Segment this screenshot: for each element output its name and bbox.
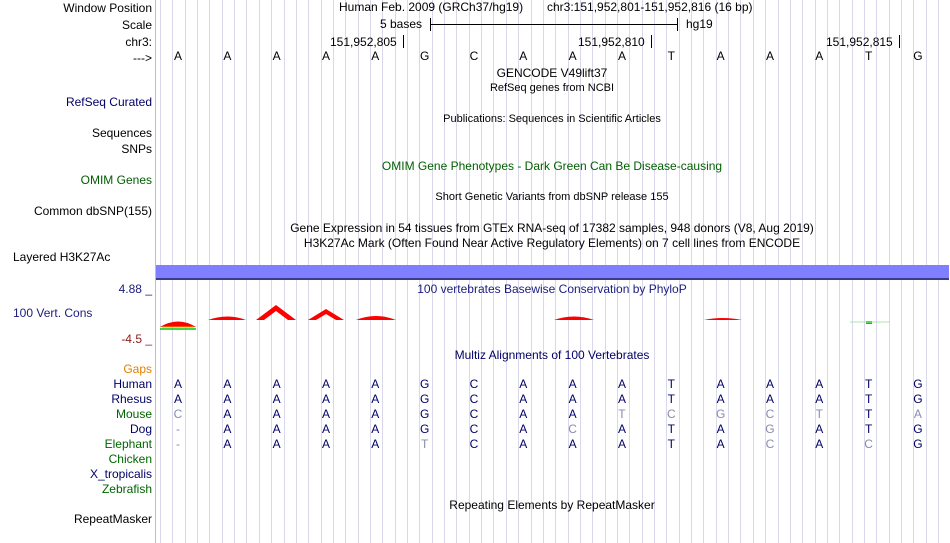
alignment-base: A [371,437,380,451]
alignment-base: A [272,377,281,391]
repeatmasker-track-title[interactable]: Repeating Elements by RepeatMasker [449,498,655,512]
alignment-base: A [519,437,528,451]
alignment-base: A [716,392,725,406]
alignment-base: T [864,392,873,406]
alignment-base: A [617,422,626,436]
alignment-base: C [469,407,479,421]
alignment-base: A [371,392,380,406]
strand-label[interactable]: ---> [133,51,152,65]
gencode-track-title[interactable]: GENCODE V49lift37 [496,66,608,80]
alignment-base: C [568,422,577,436]
alignment-base: T [667,377,675,391]
phylop-peak [256,305,296,320]
alignment-base: C [765,407,775,421]
base-letter: A [716,49,725,63]
alignment-base: A [321,392,330,406]
alignment-base: A [815,392,824,406]
alignment-base: A [321,407,330,421]
refseq-track-subtitle[interactable]: RefSeq genes from NCBI [489,82,615,94]
phylop-min-label: -4.5 _ [121,332,152,346]
db-label: hg19 [686,17,713,31]
base-letter: T [864,49,873,63]
alignment-base: A [716,437,725,451]
alignment-base: A [223,422,232,436]
alignment-base: C [469,422,479,436]
base-letter: A [765,49,774,63]
alignment-base: A [321,422,330,436]
alignment-base: A [765,377,774,391]
species-label[interactable]: Chicken [108,452,152,466]
phylop-peak [160,322,196,328]
alignment-base: G [913,422,923,436]
common-dbsnp-label[interactable]: Common dbSNP(155) [33,204,152,218]
alignment-base: A [321,437,330,451]
alignment-base: A [815,437,824,451]
alignment-base: A [371,407,380,421]
base-letter: A [173,49,182,63]
alignment-base: A [519,392,528,406]
base-letter: A [519,49,528,63]
ruler-tick-label: 151,952,810 [578,35,645,49]
phylop-peak [356,316,396,320]
alignment-base: T [667,437,675,451]
alignment-base: A [272,437,281,451]
alignment-base: A [371,377,380,391]
alignment-base: G [715,407,726,421]
alignment-base: A [371,422,380,436]
species-label[interactable]: Human [113,377,152,391]
snps-label[interactable]: SNPs [121,142,152,156]
multiz-track-title[interactable]: Multiz Alignments of 100 Vertebrates [454,348,650,362]
alignment-base: A [519,377,528,391]
alignment-base: T [420,437,429,451]
alignment-base: A [765,392,774,406]
alignment-base: A [815,377,824,391]
base-letter: A [371,49,380,63]
phylop-peak [308,309,344,320]
alignment-base: A [568,392,577,406]
alignment-base: T [864,422,873,436]
base-letter: A [568,49,577,63]
scale-text: 5 bases [380,17,423,31]
alignment-base: A [568,437,577,451]
base-letter: G [913,49,923,63]
base-letter: T [667,49,675,63]
publications-track-title[interactable]: Publications: Sequences in Scientific Articles [443,113,661,125]
species-label[interactable]: Elephant [104,437,152,451]
scale-label: Scale [121,18,152,32]
alignment-base: T [667,392,675,406]
alignment-base: G [765,422,775,436]
alignment-base: G [419,422,430,436]
h3k27ac-track-title[interactable]: H3K27Ac Mark (Often Found Near Active Regulatory Elements) on 7 cell lines from ENCODE [303,236,801,250]
ruler-tick-label: 151,952,805 [330,35,397,49]
alignment-base: T [618,407,626,421]
dbsnp-track-title[interactable]: Short Genetic Variants from dbSNP release 155 [435,191,669,203]
alignment-base: A [568,407,577,421]
repeatmasker-label[interactable]: RepeatMasker [73,512,152,526]
gaps-label[interactable]: Gaps [123,362,152,376]
phylop-peak [704,318,742,320]
alignment-base: T [864,407,873,421]
alignment-base: T [864,377,873,391]
species-label[interactable]: Zebrafish [101,482,152,496]
phylop-track-title[interactable]: 100 vertebrates Basewise Conservation by PhyloP [417,282,687,296]
base-letter: A [815,49,824,63]
alignment-base: A [815,422,824,436]
alignment-base: T [815,407,823,421]
base-letter: G [419,49,430,63]
alignment-base: G [419,377,430,391]
species-label[interactable]: Rhesus [111,392,152,406]
alignment-base: A [223,407,232,421]
alignment-base: A [617,377,626,391]
alignment-base: A [568,377,577,391]
alignment-base: A [272,422,281,436]
alignment-base: A [173,377,182,391]
layered-h3k27ac-label[interactable]: Layered H3K27Ac [13,250,111,264]
chrom-label: chr3: [125,35,152,49]
omim-genes-label[interactable]: OMIM Genes [80,173,152,187]
phylop-peak [208,317,246,321]
alignment-base: G [913,437,923,451]
ruler-tick-label: 151,952,815 [826,35,893,49]
base-letter: A [223,49,232,63]
alignment-base: A [223,437,232,451]
alignment-base: C [666,407,676,421]
alignment-base: A [519,407,528,421]
alignment-base: C [469,392,479,406]
alignment-base: A [716,377,725,391]
species-label[interactable]: Mouse [115,407,152,421]
alignment-base: A [272,392,281,406]
window-position-label: Window Position [63,1,152,15]
alignment-base: C [469,377,479,391]
alignment-base: - [176,422,180,436]
phylop-max-label: 4.88 _ [118,282,152,296]
alignment-base: A [173,392,182,406]
species-label[interactable]: Dog [129,422,152,436]
alignment-base: G [913,392,923,406]
base-letter: C [469,49,479,63]
alignment-base: C [765,437,775,451]
position-readout: chr3:151,952,801-151,952,816 (16 bp) [547,0,753,14]
alignment-base: C [173,407,183,421]
alignment-base: - [176,437,180,451]
vert-cons-label[interactable]: 100 Vert. Cons [13,306,93,320]
phylop-peak [554,317,594,321]
alignment-base: G [913,377,923,391]
alignment-base: C [469,437,479,451]
omim-track-title[interactable]: OMIM Gene Phenotypes - Dark Green Can Be Disease-causing [381,159,723,173]
assembly-name: Human Feb. 2009 (GRCh37/hg19) [339,0,524,14]
alignment-base: G [419,407,430,421]
alignment-base: A [272,407,281,421]
alignment-base: A [913,407,922,421]
alignment-base: A [617,437,626,451]
base-letter: A [321,49,330,63]
base-letter: A [617,49,626,63]
alignment-base: C [864,437,873,451]
alignment-base: A [617,392,626,406]
gtex-track-title[interactable]: Gene Expression in 54 tissues from GTEx RNA-seq of 17382 samples, 948 donors (V8, Aug 2019) [290,221,814,235]
species-label[interactable]: X_tropicalis [89,467,152,481]
alignment-base: T [667,422,675,436]
alignment-base: A [223,392,232,406]
sequences-label[interactable]: Sequences [91,126,152,140]
alignment-base: G [419,392,430,406]
alignment-base: A [519,422,528,436]
base-letter: A [272,49,281,63]
alignment-base: A [716,422,725,436]
alignment-base: A [223,377,232,391]
alignment-base: A [321,377,330,391]
refseq-curated-label[interactable]: RefSeq Curated [65,95,152,109]
